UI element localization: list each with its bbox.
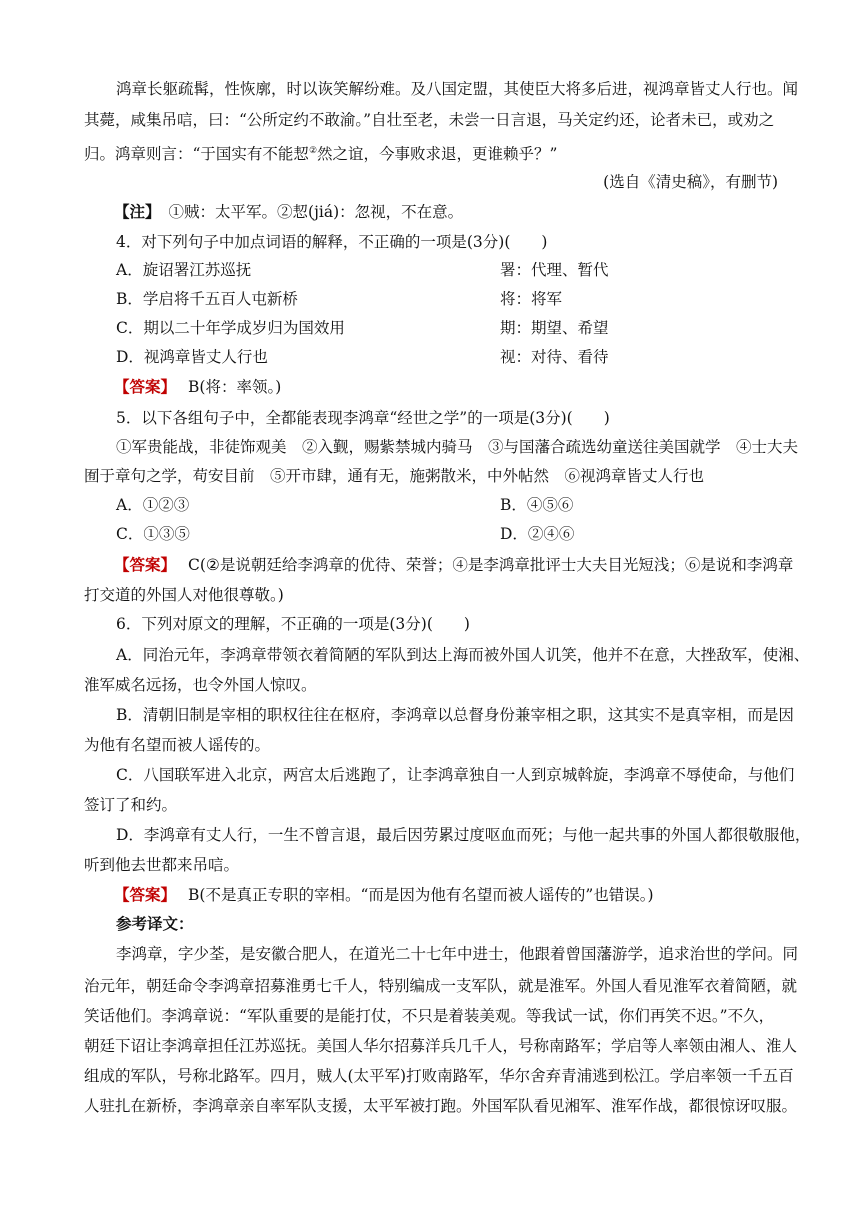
translation-line-3: 笑话他们。李鸿章说：“军队重要的是能打仗，不只是着装美观。等我试一试，你们再笑不迟。”不久， bbox=[84, 1007, 775, 1025]
q5-answer: 【答案】 C(②是说朝廷给李鸿章的优待、荣誉；④是李鸿章批评士大夫目光短浅；⑥是说和李鸿章 bbox=[114, 555, 794, 574]
note-line bbox=[114, 202, 463, 222]
q6-option-c: C．八国联军进入北京，两宫太后逃跑了，让李鸿章独自一人到京城斡旋，李鸿章不辱使命，与他们 bbox=[116, 766, 795, 784]
q6-option-a-cont: 淮军威名远扬，也令外国人惊叹。 bbox=[84, 676, 317, 694]
q6-option-d-cont: 听到他去世都来吊唁。 bbox=[84, 856, 240, 874]
passage-line-2: 其薨，咸集吊唁，曰：“公所定约不敢渝。”自壮至老，未尝一日言退，马关定约还，论者未已，或劝之 bbox=[84, 111, 775, 129]
q5-options-row-2: C．①③⑤ D．②④⑥ bbox=[116, 525, 575, 543]
translation-line-5: 组成的军队，号称北路军。四月，贼人(太平军)打败南路军，华尔舍弃青浦逃到松江。学启率领一千五百 bbox=[84, 1067, 794, 1085]
source-citation: (选自《清史稿》，有删节) bbox=[603, 173, 778, 191]
footnote-mark: ② bbox=[308, 146, 318, 156]
translation-line-4: 朝廷下诏让李鸿章担任江苏巡抚。美国人华尔招募洋兵几千人，号称南路军；学启等人率领由湘人、淮人 bbox=[84, 1037, 798, 1055]
note-text: ①贼：太平军。②恝(jiá)：忽视，不在意。 bbox=[168, 203, 464, 221]
q5-answer-line-2: 打交道的外国人对他很尊敬。) bbox=[84, 586, 284, 604]
q6-option-b-cont: 为他有名望而被人谣传的。 bbox=[84, 736, 271, 754]
translation-label: 参考译文： bbox=[116, 915, 194, 933]
translation-line-6: 人驻扎在新桥，李鸿章亲自率军队支援，太平军被打跑。外国军队看见湘军、淮军作战，都很惊讶叹服。 bbox=[84, 1097, 798, 1115]
q5-items-line-2: 囿于章句之学，苟安目前 ⑤开市肆，通有无，施粥散米，中外帖然 ⑥视鸿章皆丈人行也 bbox=[84, 467, 705, 485]
passage-line-1: 鸿章长躯疏髯，性恢廓，时以诙笑解纷难。及八国定盟，其使臣大将多后进，视鸿章皆丈人行也。闻 bbox=[116, 80, 799, 98]
note-label: 【注】 bbox=[114, 203, 161, 221]
q4-option-d: D．视鸿章皆丈人行也 视：对待、看待 bbox=[116, 348, 609, 366]
translation-line-2: 治元年，朝廷命令李鸿章招募淮勇七千人，特别编成一支军队，就是淮军。外国人看见淮军衣着简陋，就 bbox=[84, 977, 798, 995]
q5-stem: 5．以下各组句子中，全都能表现李鸿章“经世之学”的一项是(3分)( ) bbox=[116, 409, 610, 427]
passage-line-3: 归。鸿章则言：“于国实有不能恝②然之谊，今事败求退，更谁赖乎？” bbox=[84, 145, 558, 164]
q6-option-c-cont: 签订了和约。 bbox=[84, 796, 178, 814]
q5-options-row-1: A．①②③ B．④⑤⑥ bbox=[116, 496, 574, 514]
q6-stem: 6．下列对原文的理解，不正确的一项是(3分)( ) bbox=[116, 615, 470, 633]
q4-stem: 4．对下列句子中加点词语的解释，不正确的一项是(3分)( ) bbox=[116, 233, 548, 251]
q5-items-line-1: ①军贵能战，非徒饰观美 ②入觐，赐紫禁城内骑马 ③与国藩合疏选幼童送往美国就学 ④士大夫 bbox=[116, 438, 799, 456]
q6-option-d: D．李鸿章有丈人行，一生不曾言退，最后因劳累过度呕血而死；与他一起共事的外国人都很敬服他， bbox=[116, 826, 811, 844]
answer-label: 【答案】 bbox=[114, 555, 177, 574]
answer-label: 【答案】 bbox=[114, 377, 177, 396]
q4-option-a: A．旋诏署江苏巡抚 署：代理、暂代 bbox=[116, 261, 609, 279]
answer-label: 【答案】 bbox=[114, 885, 177, 904]
translation-line-1: 李鸿章，字少荃，是安徽合肥人，在道光二十七年中进士，他跟着曾国藩游学，追求治世的学问。同 bbox=[116, 945, 799, 963]
q4-answer: 【答案】 B(将：率领。) bbox=[114, 377, 282, 396]
q6-option-b: B．清朝旧制是宰相的职权往往在枢府，李鸿章以总督身份兼宰相之职，这其实不是真宰相，而是因 bbox=[116, 706, 794, 724]
q4-option-b: B．学启将千五百人屯新桥 将：将军 bbox=[116, 290, 563, 308]
q4-option-c: C．期以二十年学成岁归为国效用 期：期望、希望 bbox=[116, 319, 609, 337]
q6-option-a: A．同治元年，李鸿章带领衣着简陋的军队到达上海而被外国人讥笑，他并不在意，大挫敌军，使湘、 bbox=[116, 646, 810, 664]
q6-answer: 【答案】 B(不是真正专职的宰相。“而是因为他有名望而被人谣传的”也错误。) bbox=[114, 885, 654, 904]
